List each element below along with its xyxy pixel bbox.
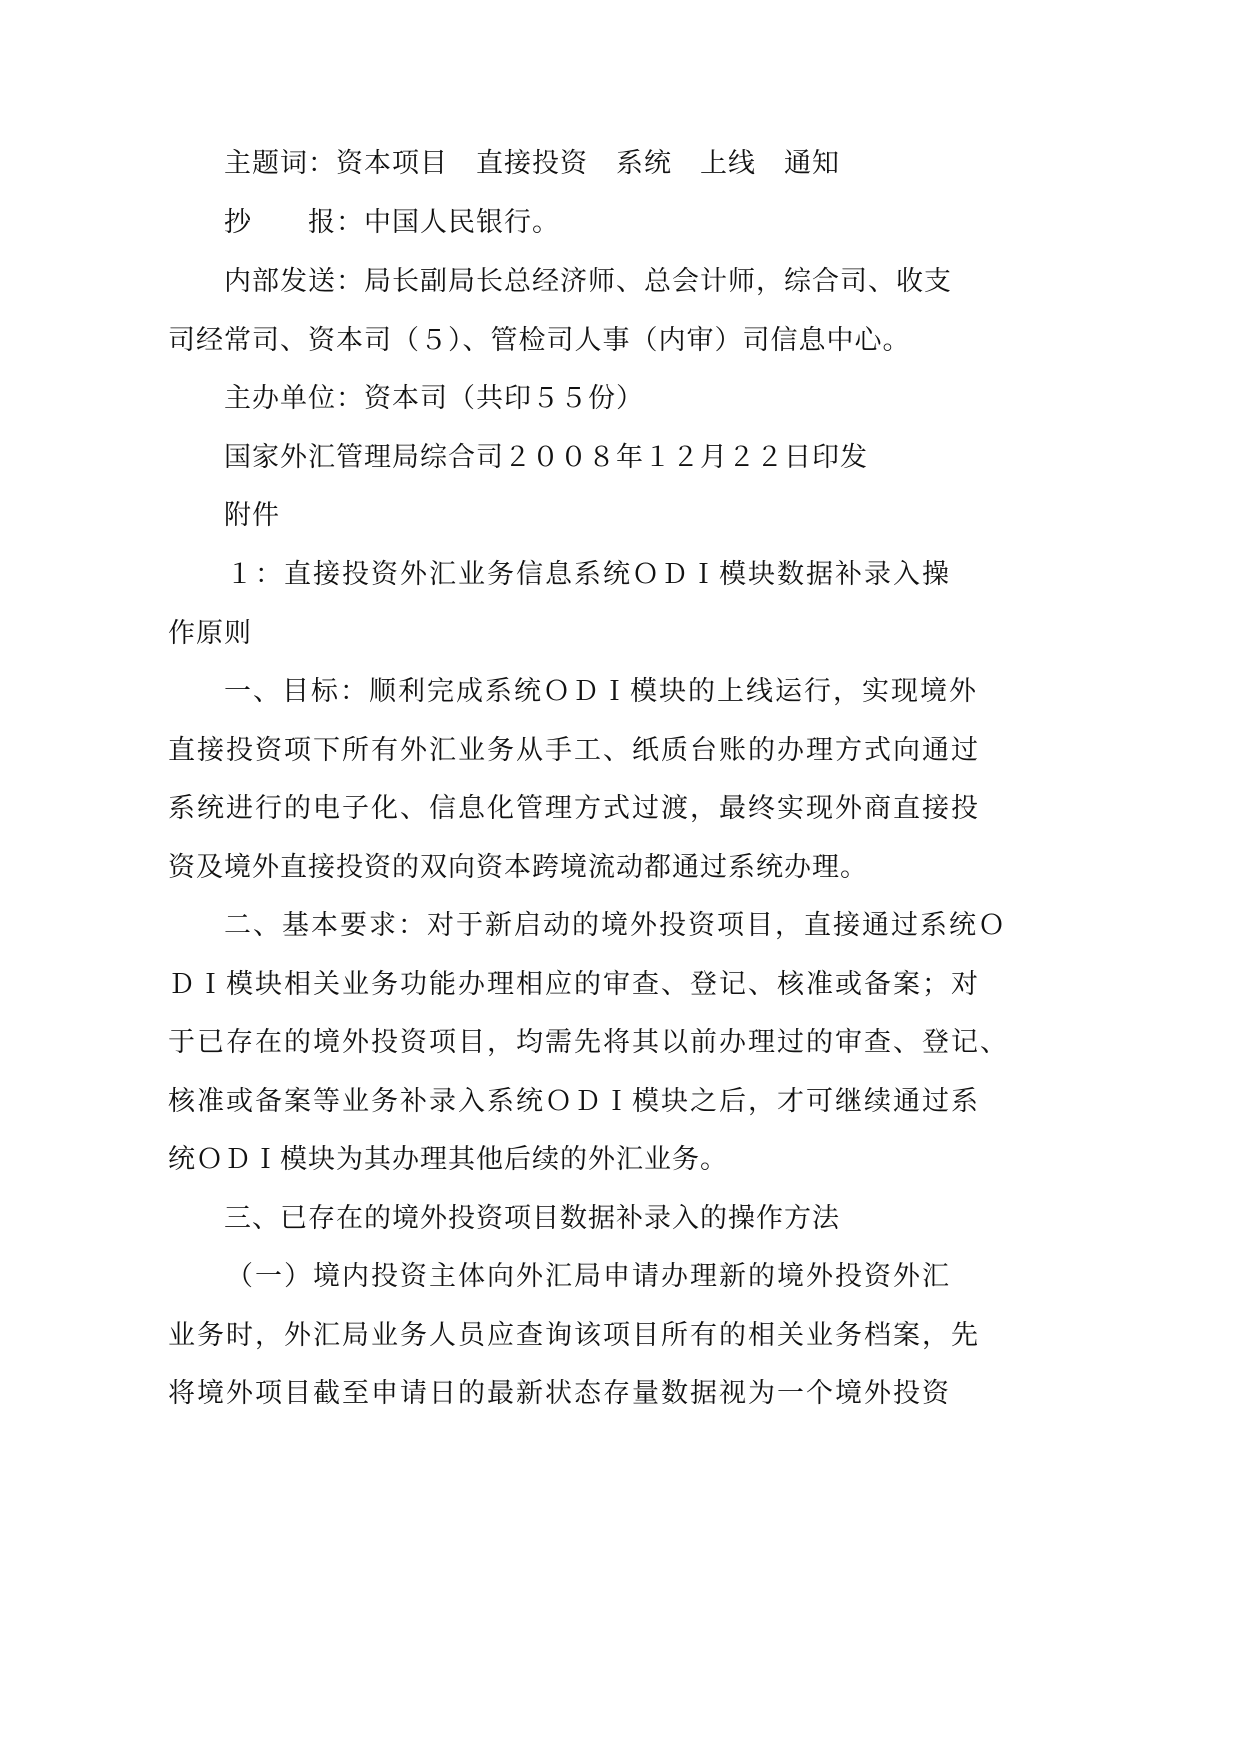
section-1-line-2: 直接投资项下所有外汇业务从手工、纸质台账的办理方式向通过 bbox=[168, 735, 980, 766]
section-1-line-3: 系统进行的电子化、信息化管理方式过渡，最终实现外商直接投 bbox=[168, 793, 980, 824]
section-2-line-1: 二、基本要求：对于新启动的境外投资项目，直接通过系统Ｏ bbox=[224, 910, 1007, 941]
section-1-line-4: 资及境外直接投资的双向资本跨境流动都通过系统办理。 bbox=[168, 852, 868, 883]
section-2-line-2: ＤＩ模块相关业务功能办理相应的审查、登记、核准或备案；对 bbox=[168, 969, 980, 1000]
section-2-line-5: 统ＯＤＩ模块为其办理其他后续的外汇业务。 bbox=[168, 1144, 728, 1175]
section-3-sub-1-line-3: 将境外项目截至申请日的最新状态存量数据视为一个境外投资 bbox=[168, 1378, 951, 1409]
issue-line: 国家外汇管理局综合司２００８年１２月２２日印发 bbox=[224, 442, 868, 473]
section-3-sub-1-line-1: （一）境内投资主体向外汇局申请办理新的境外投资外汇 bbox=[226, 1261, 951, 1292]
section-3-heading: 三、已存在的境外投资项目数据补录入的操作方法 bbox=[224, 1203, 840, 1234]
section-3-sub-1-line-2: 业务时，外汇局业务人员应查询该项目所有的相关业务档案，先 bbox=[168, 1320, 980, 1351]
section-2-line-4: 核准或备案等业务补录入系统ＯＤＩ模块之后，才可继续通过系 bbox=[168, 1086, 980, 1117]
section-1-line-1: 一、目标：顺利完成系统ＯＤＩ模块的上线运行，实现境外 bbox=[224, 676, 978, 707]
subject-line: 主题词：资本项目 直接投资 系统 上线 通知 bbox=[224, 148, 840, 179]
attachment-title-line-2: 作原则 bbox=[168, 618, 252, 649]
host-unit-line: 主办单位：资本司（共印５５份） bbox=[224, 383, 644, 414]
internal-distribution-line-1: 内部发送：局长副局长总经济师、总会计师，综合司、收支 bbox=[224, 266, 952, 297]
cc-line: 抄 报：中国人民银行。 bbox=[224, 207, 560, 238]
section-2-line-3: 于已存在的境外投资项目，均需先将其以前办理过的审查、登记、 bbox=[168, 1027, 1009, 1058]
internal-distribution-line-2: 司经常司、资本司（５）、管检司人事（内审）司信息中心。 bbox=[168, 325, 911, 356]
attachment-label: 附件 bbox=[224, 500, 280, 531]
attachment-title-line-1: １：直接投资外汇业务信息系统ＯＤＩ模块数据补录入操 bbox=[226, 559, 951, 590]
